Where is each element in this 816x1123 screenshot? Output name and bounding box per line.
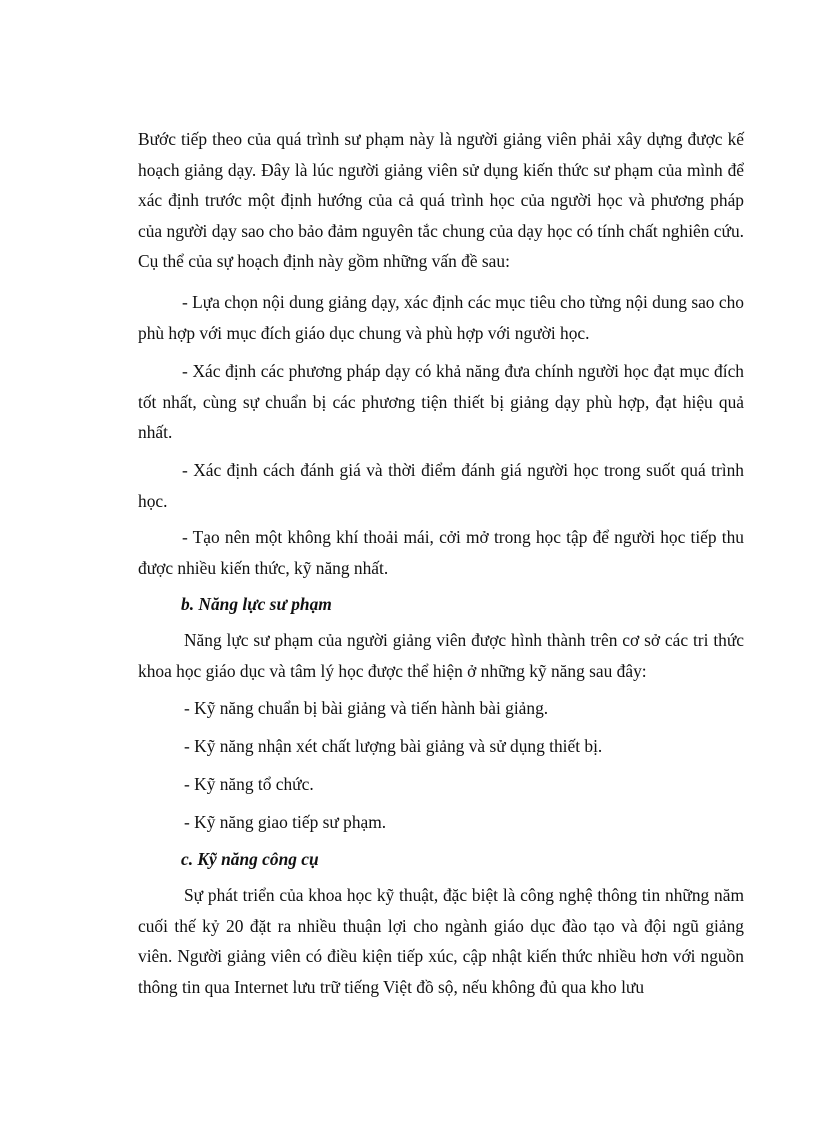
- paragraph-pedagogical-capacity: Năng lực sư phạm của người giảng viên được hình thành trên cơ sở các tri thức khoa học giáo dục và tâm lý học được thể hiện ở những kỹ năng sau đây:: [138, 630, 744, 681]
- section-heading-b: b. Năng lực sư phạm: [181, 594, 332, 614]
- bullet-assessment: - Xác định cách đánh giá và thời điểm đánh giá người học trong suốt quá trình học.: [138, 460, 744, 511]
- paragraph-tool-skills: Sự phát triển của khoa học kỹ thuật, đặc biệt là công nghệ thông tin những năm cuối thế kỷ 20 đặt ra nhiều thuận lợi cho ngành giáo dục đào tạo và đội ngũ giảng viên. Người giảng viên có điều kiện tiếp xúc, cập nhật kiến thức nhiều hơn với nguồn thông tin qua Internet lưu trữ tiếng Việt đồ sộ, nếu không đủ qua kho lưu: [138, 885, 744, 997]
- skill-item: - Kỹ năng giao tiếp sư phạm.: [184, 812, 387, 832]
- skill-item: - Kỹ năng chuẩn bị bài giảng và tiến hành bài giảng.: [184, 698, 549, 718]
- bullet-learning-atmosphere: - Tạo nên một không khí thoải mái, cởi mở trong học tập để người học tiếp thu được nhiều kiến thức, kỹ năng nhất.: [138, 527, 744, 578]
- bullet-teaching-methods: - Xác định các phương pháp dạy có khả năng đưa chính người học đạt mục đích tốt nhất, cùng sự chuẩn bị các phương tiện thiết bị giảng dạy phù hợp, đạt hiệu quả nhất.: [138, 361, 744, 442]
- section-heading-c: c. Kỹ năng công cụ: [181, 849, 319, 869]
- paragraph-planning-intro: Bước tiếp theo của quá trình sư phạm này là người giảng viên phải xây dựng được kế hoạch giảng dạy. Đây là lúc người giảng viên sử dụng kiến thức sư phạm của mình để xác định trước một định hướng của cả quá trình học của người học và phương pháp của người dạy sao cho bảo đảm nguyên tắc chung của dạy học có tính chất nghiên cứu. Cụ thể của sự hoạch định này gồm những vấn đề sau:: [138, 129, 744, 271]
- skill-item: - Kỹ năng tổ chức.: [184, 774, 314, 794]
- bullet-content-selection: - Lựa chọn nội dung giảng dạy, xác định các mục tiêu cho từng nội dung sao cho phù hợp với mục đích giáo dục chung và phù hợp với người học.: [138, 292, 744, 343]
- skill-item: - Kỹ năng nhận xét chất lượng bài giảng và sử dụng thiết bị.: [184, 736, 603, 756]
